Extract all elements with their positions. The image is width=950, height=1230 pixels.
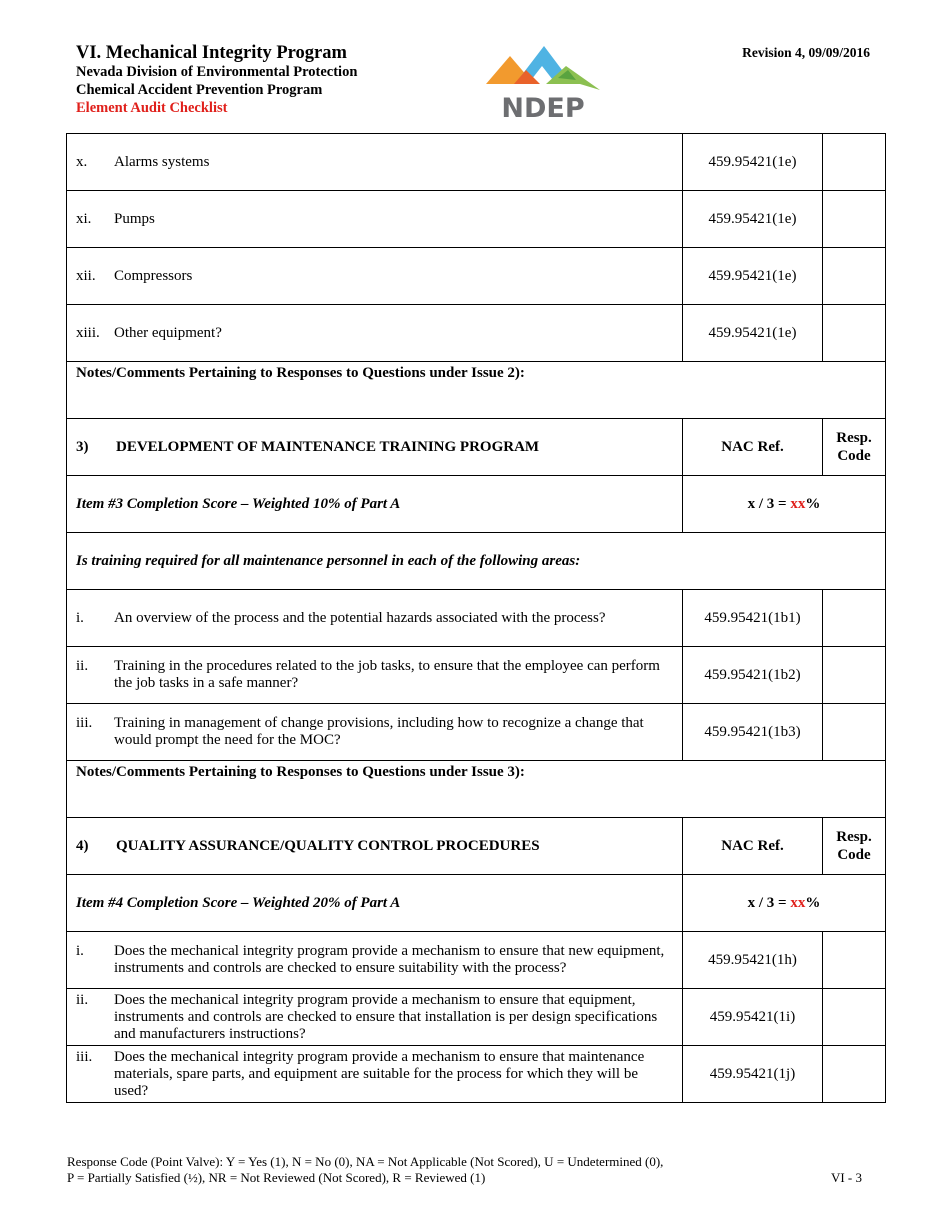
resp-code-cell[interactable] <box>823 989 886 1046</box>
item-text: Other equipment? <box>114 324 222 341</box>
resp-code-cell[interactable] <box>823 248 886 305</box>
table-row <box>67 647 886 704</box>
completion-score-value: x / 3 = xx% <box>683 476 886 533</box>
table-row <box>67 134 886 191</box>
resp-code-header: Resp. Code <box>823 419 886 476</box>
resp-code-cell[interactable] <box>823 191 886 248</box>
table-row <box>67 704 886 761</box>
document-header <box>76 44 357 117</box>
question-intro-row <box>67 533 886 590</box>
nac-ref: 459.95421(1e) <box>683 305 823 362</box>
legend-line-1: Response Code (Point Valve): Y = Yes (1), N = No (0), NA = Not Applicable (Not Scored), U = Undetermined (0), <box>67 1154 664 1169</box>
section-header-row <box>67 419 886 476</box>
item-text: Training in the procedures related to the job tasks, to ensure that the employee can perform the job tasks in a safe manner? <box>114 658 660 691</box>
item-number: ii. <box>76 991 89 1008</box>
nac-ref: 459.95421(1e) <box>683 248 823 305</box>
item-text: Alarms systems <box>114 153 210 170</box>
nac-ref: 459.95421(1b3) <box>683 704 823 761</box>
resp-code-cell[interactable] <box>823 1046 886 1103</box>
item-number: xii. <box>76 267 96 284</box>
item-number: xi. <box>76 210 92 227</box>
header-line-agency: Nevada Division of Environmental Protection <box>76 64 358 80</box>
notes-comments-issue-3[interactable]: Notes/Comments Pertaining to Responses to Questions under Issue 3): <box>67 761 886 818</box>
item-text: An overview of the process and the potential hazards associated with the process? <box>114 609 606 626</box>
revision-label: Revision 4, 09/09/2016 <box>742 45 870 60</box>
header-line-checklist: Element Audit Checklist <box>76 100 228 116</box>
audit-checklist-table <box>66 133 886 1103</box>
header-line-program: Chemical Accident Prevention Program <box>76 82 323 98</box>
nac-ref: 459.95421(1i) <box>683 989 823 1046</box>
nac-ref-header: NAC Ref. <box>683 818 823 875</box>
item-text: Pumps <box>114 210 155 227</box>
response-code-legend <box>67 1154 663 1186</box>
nac-ref: 459.95421(1b2) <box>683 647 823 704</box>
item-number: ii. <box>76 658 89 674</box>
resp-code-cell[interactable] <box>823 305 886 362</box>
item-number: iii. <box>76 1048 93 1065</box>
item-text: Does the mechanical integrity program provide a mechanism to ensure that maintenance materials, spare parts, and equipment are suitable for the process for which they will be used? <box>114 1048 645 1099</box>
table-row <box>67 248 886 305</box>
item-number: i. <box>76 943 84 959</box>
section-number: 4) <box>76 837 89 854</box>
item-number: iii. <box>76 715 93 731</box>
completion-score-label: Item #4 Completion Score – Weighted 20% of Part A <box>67 875 683 932</box>
ndep-logo <box>484 44 602 122</box>
resp-code-cell[interactable] <box>823 590 886 647</box>
item-text: Does the mechanical integrity program provide a mechanism to ensure that new equipment, instruments and controls are checked to ensure suitability with the process? <box>114 943 665 976</box>
notes-row-issue-2 <box>67 362 886 419</box>
resp-code-cell[interactable] <box>823 932 886 989</box>
item-number: i. <box>76 609 84 626</box>
table-row <box>67 191 886 248</box>
table-row <box>67 932 886 989</box>
section-title: DEVELOPMENT OF MAINTENANCE TRAINING PROGRAM <box>116 438 540 455</box>
nac-ref: 459.95421(1h) <box>683 932 823 989</box>
resp-code-cell[interactable] <box>823 704 886 761</box>
item-text: Compressors <box>114 267 193 284</box>
page-title: VI. Mechanical Integrity Program <box>76 43 347 63</box>
page-number: VI - 3 <box>830 1170 862 1185</box>
notes-row-issue-3 <box>67 761 886 818</box>
table-row <box>67 1046 886 1103</box>
section-header-row <box>67 818 886 875</box>
item-text: Training in management of change provisions, including how to recognize a change that would prompt the need for the MOC? <box>114 715 644 748</box>
score-row <box>67 875 886 932</box>
completion-score-value: x / 3 = xx% <box>683 875 886 932</box>
item-number: xiii. <box>76 324 100 341</box>
question-intro: Is training required for all maintenance personnel in each of the following areas: <box>67 533 886 590</box>
table-row <box>67 989 886 1046</box>
table-row <box>67 305 886 362</box>
legend-line-2: P = Partially Satisfied (½), NR = Not Reviewed (Not Scored), R = Reviewed (1) <box>67 1170 486 1185</box>
nac-ref: 459.95421(1e) <box>683 191 823 248</box>
section-number: 3) <box>76 438 89 455</box>
score-row <box>67 476 886 533</box>
resp-code-cell[interactable] <box>823 647 886 704</box>
resp-code-header: Resp. Code <box>823 818 886 875</box>
logo-text: NDEP <box>501 93 585 122</box>
notes-comments-issue-2[interactable]: Notes/Comments Pertaining to Responses to Questions under Issue 2): <box>67 362 886 419</box>
nac-ref-header: NAC Ref. <box>683 419 823 476</box>
item-text: Does the mechanical integrity program provide a mechanism to ensure that equipment, instruments and controls are checked to ensure that installation is per design specifications and manufacturers instructions? <box>114 991 658 1042</box>
completion-score-label: Item #3 Completion Score – Weighted 10% of Part A <box>67 476 683 533</box>
table-row <box>67 590 886 647</box>
nac-ref: 459.95421(1e) <box>683 134 823 191</box>
nac-ref: 459.95421(1b1) <box>683 590 823 647</box>
nac-ref: 459.95421(1j) <box>683 1046 823 1103</box>
resp-code-cell[interactable] <box>823 134 886 191</box>
section-title: QUALITY ASSURANCE/QUALITY CONTROL PROCEDURES <box>116 837 540 854</box>
item-number: x. <box>76 153 88 170</box>
